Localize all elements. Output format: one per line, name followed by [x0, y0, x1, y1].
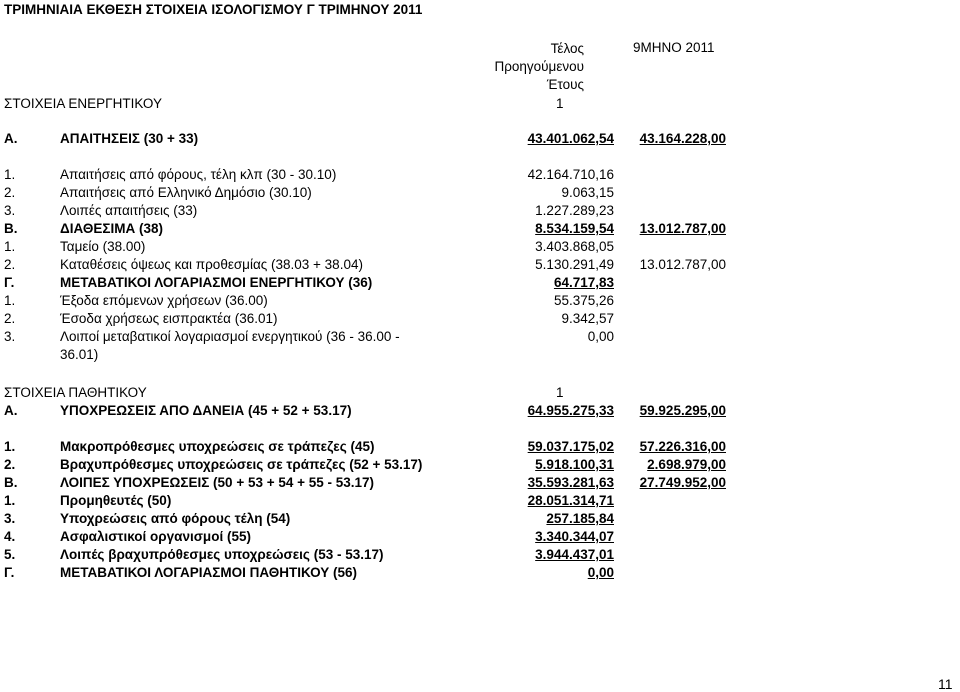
- row-value-prev: 5.130.291,49: [535, 257, 614, 272]
- row-num: 2.: [4, 311, 16, 326]
- row-num: Γ.: [4, 565, 15, 580]
- row-value-prev: 59.037.175,02: [527, 439, 614, 454]
- liabilities-header: ΣΤΟΙΧΕΙΑ ΠΑΘΗΤΙΚΟΥ: [4, 385, 147, 400]
- row-label: Λοιποί μεταβατικοί λογαριασμοί ενεργητικού (36 - 36.00 -: [60, 329, 400, 344]
- row-label: Απαιτήσεις από φόρους, τέλη κλπ (30 - 30.10): [60, 167, 337, 182]
- row-value-prev: 3.944.437,01: [535, 547, 614, 562]
- row-value-prev: 257.185,84: [546, 511, 614, 526]
- row-value-prev: 42.164.710,16: [527, 167, 614, 182]
- row-value-prev: 64.955.275,33: [527, 403, 614, 418]
- row-num: Γ.: [4, 275, 15, 290]
- row-value-prev: 28.051.314,71: [527, 493, 614, 508]
- row-label: Απαιτήσεις από Ελληνικό Δημόσιο (30.10): [60, 185, 312, 200]
- row-label: ΜΕΤΑΒΑΤΙΚΟΙ ΛΟΓΑΡΙΑΣΜΟΙ ΠΑΘΗΤΙΚΟΥ (56): [60, 565, 358, 580]
- row-num: 2.: [4, 457, 16, 472]
- row-num: Β.: [4, 475, 18, 490]
- row-num: 2.: [4, 185, 16, 200]
- row-num: 1.: [4, 293, 16, 308]
- column-header-prev-year-line3: Έτους: [546, 77, 584, 92]
- row-value-prev: 9.063,15: [561, 185, 614, 200]
- row-label: Ταμείο (38.00): [60, 239, 146, 254]
- row-value-prev: 1.227.289,23: [535, 203, 614, 218]
- row-label: Ασφαλιστικοί οργανισμοί (55): [60, 529, 251, 544]
- row-label: Έσοδα χρήσεως εισπρακτέα (36.01): [60, 311, 278, 326]
- row-value-current: 2.698.979,00: [647, 457, 726, 472]
- row-value-prev: 43.401.062,54: [527, 131, 614, 146]
- row-num: Α.: [4, 403, 18, 418]
- row-label: ΥΠΟΧΡΕΩΣΕΙΣ ΑΠΟ ΔΑΝΕΙΑ (45 + 52 + 53.17): [60, 403, 352, 418]
- row-num: 5.: [4, 547, 16, 562]
- row-label: Λοιπές απαιτήσεις (33): [60, 203, 198, 218]
- row-num: Β.: [4, 221, 18, 236]
- assets-header: ΣΤΟΙΧΕΙΑ ΕΝΕΡΓΗΤΙΚΟΥ: [4, 96, 162, 111]
- row-label: Καταθέσεις όψεως και προθεσμίας (38.03 + 38.04): [60, 257, 363, 272]
- row-num: 2.: [4, 257, 16, 272]
- row-label: Έξοδα επόμενων χρήσεων (36.00): [60, 293, 268, 308]
- row-num: Α.: [4, 131, 18, 146]
- row-value-prev: 55.375,26: [553, 293, 614, 308]
- row-value-current: 27.749.952,00: [639, 475, 726, 490]
- page-number: 11: [938, 676, 953, 692]
- row-label: ΜΕΤΑΒΑΤΙΚΟΙ ΛΟΓΑΡΙΑΣΜΟΙ ΕΝΕΡΓΗΤΙΚΟΥ (36): [60, 275, 373, 290]
- row-num: 1.: [4, 493, 16, 508]
- column-header-prev-year-line1: Τέλος: [550, 41, 584, 56]
- row-value-current: 13.012.787,00: [639, 221, 726, 236]
- row-value-prev: 8.534.159,54: [535, 221, 614, 236]
- row-num: 1.: [4, 439, 16, 454]
- row-value-prev: 3.403.868,05: [535, 239, 614, 254]
- row-label: ΛΟΙΠΕΣ ΥΠΟΧΡΕΩΣΕΙΣ (50 + 53 + 54 + 55 - 53.17): [60, 475, 375, 490]
- row-label: ΔΙΑΘΕΣΙΜΑ (38): [60, 221, 163, 236]
- row-num: 3.: [4, 329, 16, 344]
- row-value-current: 59.925.295,00: [639, 403, 726, 418]
- row-value-prev: 0,00: [587, 329, 614, 344]
- row-label-continued: 36.01): [60, 347, 99, 362]
- column-header-prev-year: [494, 40, 584, 94]
- row-value-current: 57.226.316,00: [639, 439, 726, 454]
- row-value-prev: 64.717,83: [553, 275, 614, 290]
- row-label: ΑΠΑΙΤΗΣΕΙΣ (30 + 33): [60, 131, 199, 146]
- row-num: 4.: [4, 529, 16, 544]
- row-value-prev: 0,00: [587, 565, 614, 580]
- row-label: Λοιπές βραχυπρόθεσμες υποχρεώσεις (53 - 53.17): [60, 547, 384, 562]
- row-value-prev: 3.340.344,07: [535, 529, 614, 544]
- row-label: Προμηθευτές (50): [60, 493, 172, 508]
- row-label: Υποχρεώσεις από φόρους τέλη (54): [60, 511, 291, 526]
- column-header-prev-year-line2: Προηγούμενου: [494, 59, 584, 74]
- row-label: Βραχυπρόθεσμες υποχρεώσεις σε τράπεζες (52 + 53.17): [60, 457, 423, 472]
- row-num: 1.: [4, 167, 16, 182]
- row-value-prev: 9.342,57: [561, 311, 614, 326]
- row-num: 3.: [4, 203, 16, 218]
- row-num: 1.: [4, 239, 16, 254]
- row-value-prev: 5.918.100,31: [535, 457, 614, 472]
- row-label: Μακροπρόθεσμες υποχρεώσεις σε τράπεζες (45): [60, 439, 375, 454]
- row-value-current: 13.012.787,00: [639, 257, 726, 272]
- row-value-prev: 35.593.281,63: [527, 475, 614, 490]
- page-title: ΤΡΙΜΗΝΙΑΙΑ ΕΚΘΕΣΗ ΣΤΟΙΧΕΙΑ ΙΣΟΛΟΓΙΣΜΟΥ Γ ΤΡΙΜΗΝΟΥ 2011: [4, 2, 423, 17]
- row-num: 3.: [4, 511, 16, 526]
- row-value-current: 43.164.228,00: [639, 131, 726, 146]
- liabilities-header-note: 1: [556, 385, 564, 400]
- assets-header-note: 1: [556, 96, 564, 111]
- column-header-current: 9ΜΗΝΟ 2011: [633, 40, 715, 55]
